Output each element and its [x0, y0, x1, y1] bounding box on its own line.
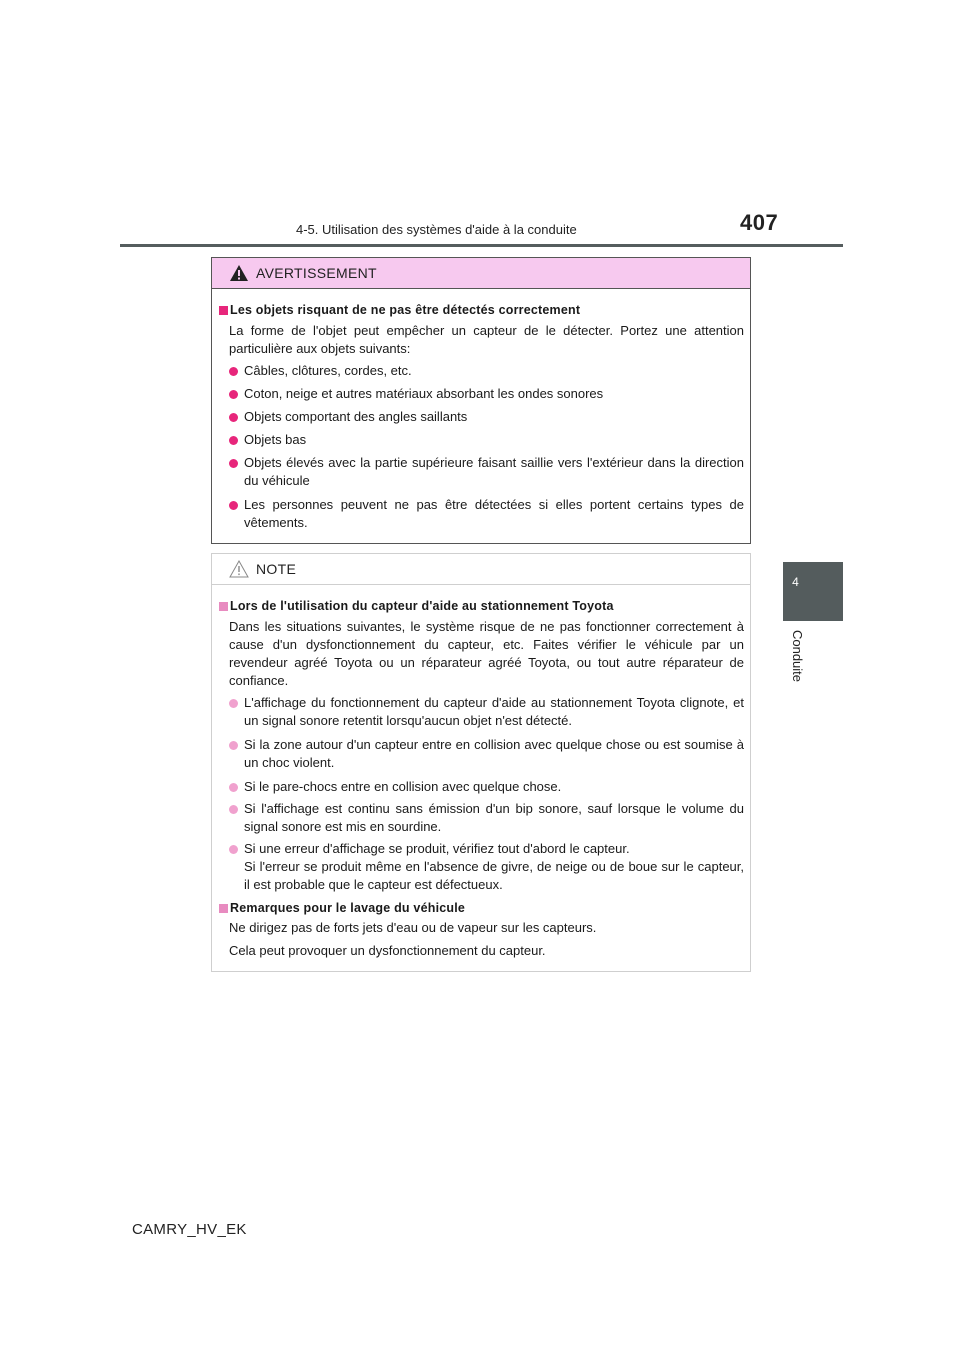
bullet-dot-icon — [229, 459, 238, 468]
square-bullet-icon — [219, 904, 228, 913]
list-item-text: Si une erreur d'affichage se produit, vérifiez tout d'abord le capteur. — [244, 841, 630, 856]
chapter-number: 4 — [792, 575, 799, 589]
chapter-tab — [783, 562, 843, 621]
list-item-text: Objets élevés avec la partie supérieure faisant saillie vers l'extérieur dans la direction du véhicule — [244, 455, 744, 488]
warning-intro-paragraph: La forme de l'objet peut empêcher un capteur de le détecter. Portez une attention particulière aux objets suivants: — [229, 323, 744, 356]
list-item-text: Coton, neige et autres matériaux absorbant les ondes sonores — [244, 386, 604, 401]
list-item-text: Objets comportant des angles saillants — [244, 409, 468, 424]
bullet-dot-icon — [229, 805, 238, 814]
note-paragraph: Cela peut provoquer un dysfonctionnement du capteur. — [229, 943, 546, 958]
bullet-dot-icon — [229, 501, 238, 510]
caution-triangle-icon — [229, 560, 249, 578]
warning-triangle-icon — [229, 264, 249, 282]
bullet-dot-icon — [229, 699, 238, 708]
list-item-text: L'affichage du fonctionnement du capteur d'aide au stationnement Toyota clignote, et un signal sonore retentit lorsqu'aucun objet n'est détecté. — [244, 695, 744, 728]
note-intro-paragraph: Dans les situations suivantes, le système risque de ne pas fonctionner correctement à cause d'un dysfonctionnement du capteur, etc. Faites vérifier le véhicule par un revendeur agréé Toyota ou un réparateur agréé Toyota, ou tout autre réparateur de confiance. — [229, 619, 744, 688]
bullet-dot-icon — [229, 436, 238, 445]
note-header — [212, 554, 750, 585]
list-item-text: Les personnes peuvent ne pas être détectées si elles portent certains types de vêtements. — [244, 497, 744, 530]
warning-label: AVERTISSEMENT — [256, 265, 377, 281]
bullet-dot-icon — [229, 390, 238, 399]
list-item-text: Si l'erreur se produit même en l'absence de givre, de neige ou de boue sur le capteur, il est probable que le capteur est défectueux. — [244, 859, 744, 892]
square-bullet-icon — [219, 306, 228, 315]
header-divider — [120, 244, 843, 247]
section-heading: Remarques pour le lavage du véhicule — [230, 901, 466, 915]
list-item-text: Si l'affichage est continu sans émission d'un bip sonore, sauf lorsque le volume du signal sonore est mis en sourdine. — [244, 801, 744, 834]
section-heading: Lors de l'utilisation du capteur d'aide au stationnement Toyota — [230, 599, 614, 613]
list-item-text: Câbles, clôtures, cordes, etc. — [244, 363, 412, 378]
section-title: 4-5. Utilisation des systèmes d'aide à la conduite — [296, 222, 577, 237]
note-label: NOTE — [256, 561, 297, 577]
note-box — [211, 553, 751, 972]
bullet-dot-icon — [229, 367, 238, 376]
square-bullet-icon — [219, 602, 228, 611]
list-item-text: Si le pare-chocs entre en collision avec quelque chose. — [244, 779, 562, 794]
bullet-dot-icon — [229, 845, 238, 854]
warning-header — [212, 258, 750, 289]
list-item-text: Objets bas — [244, 432, 307, 447]
bullet-dot-icon — [229, 783, 238, 792]
note-paragraph: Ne dirigez pas de forts jets d'eau ou de vapeur sur les capteurs. — [229, 920, 597, 935]
page-number: 407 — [740, 210, 779, 235]
list-item-text: Si la zone autour d'un capteur entre en collision avec quelque chose ou est soumise à un choc violent. — [244, 737, 744, 770]
chapter-label: Conduite — [790, 629, 805, 683]
bullet-dot-icon — [229, 741, 238, 750]
warning-box — [211, 257, 751, 544]
section-heading: Les objets risquant de ne pas être détectés correctement — [230, 303, 581, 317]
bullet-dot-icon — [229, 413, 238, 422]
model-code: CAMRY_HV_EK — [132, 1221, 247, 1238]
